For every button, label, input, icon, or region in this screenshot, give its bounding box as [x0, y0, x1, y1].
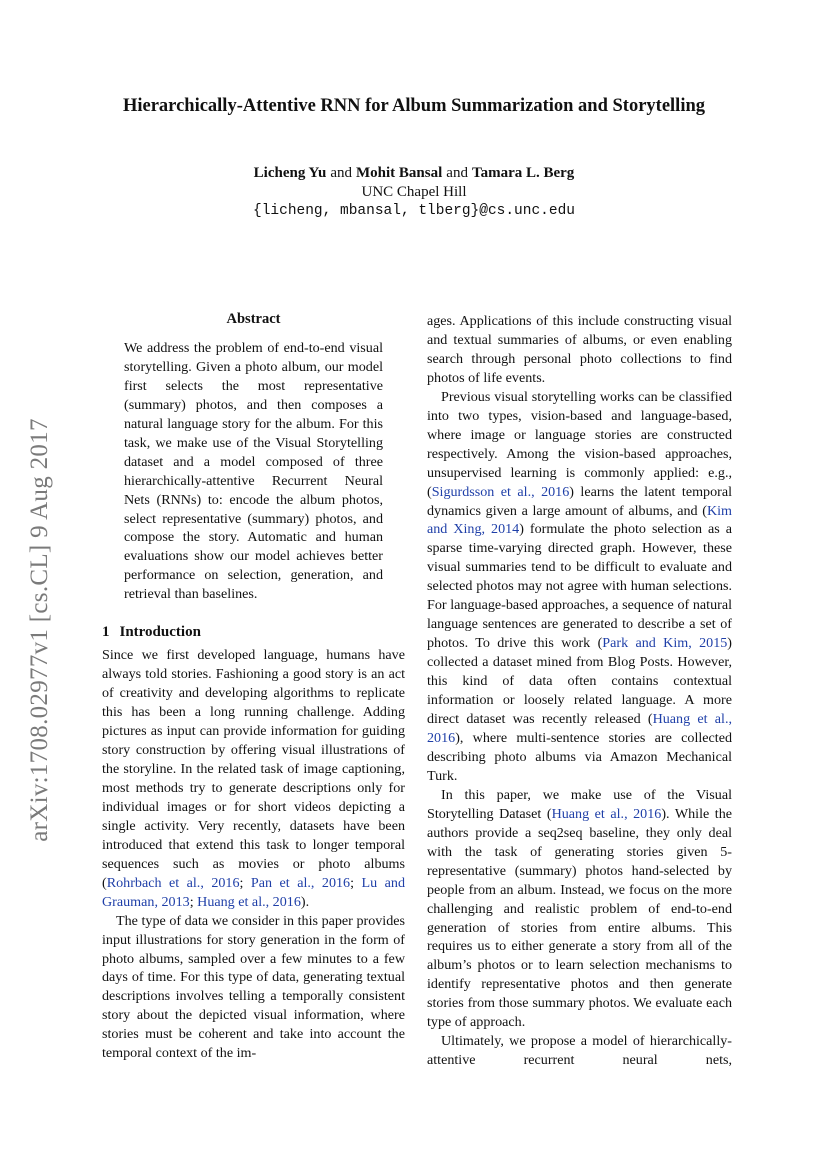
section-title: Introduction: [119, 624, 201, 641]
citation-link[interactable]: Huang et al., 2016: [197, 893, 301, 910]
intro-p4-text-b: ) learns the latent temporal dynamics given a large amount of albums, and (: [427, 483, 732, 519]
citation-link[interactable]: Rohrbach et al., 2016: [106, 874, 240, 891]
abstract-heading: Abstract: [226, 311, 281, 327]
intro-p4-text-d: ) collected a dataset mined from Blog Posts. However, this kind of data often contains contextual information or loosely related language. A more direct dataset was recently released (: [427, 635, 732, 728]
intro-paragraph-3: ages. Applications of this include constructing visual and textual summaries of albums, or even enabling search through personal photo collections to find photos of life events.: [427, 313, 732, 386]
citation-link[interactable]: Huang et al., 2016: [551, 805, 662, 822]
citation-link[interactable]: Kim and Xing, 2014: [427, 502, 732, 538]
author-block: [0, 164, 828, 221]
author-name-1: Licheng Yu: [253, 165, 327, 181]
paper-title: Hierarchically-Attentive RNN for Album Summarization and Storytelling: [122, 96, 706, 116]
author-name-3: Tamara L. Berg: [471, 165, 575, 181]
intro-p5-text-b: ). While the authors provide a seq2seq baseline, they only deal with the task of generating stories given 5-representative (summary) photos hand-selected by people from an album. Instead, we focus on the more challenging and realistic problem of end-to-end generation of stories from entire albums. This requires us to either generate a story from all of the album’s photos or to learn selection mechanisms to identify representative photos and then generate stories from those summary photos. We evaluate each type of approach.: [427, 805, 733, 1031]
intro-p5-text-a: In this paper, we make use of the Visual Storytelling Dataset (: [427, 786, 732, 822]
citation-link[interactable]: Huang et al., 2016: [427, 711, 732, 746]
citation-link[interactable]: Park and Kim, 2015: [602, 635, 728, 652]
intro-p4-text-e: ), where multi-sentence stories are collected describing photo albums via Amazon Mechanical Turk.: [427, 729, 732, 784]
author-and-1: and: [330, 165, 353, 181]
citation-link[interactable]: Pan et al., 2016: [250, 874, 351, 891]
author-email: {licheng, mbansal, tlberg}@cs.unc.edu: [253, 203, 575, 219]
citation-link[interactable]: Sigurdsson et al., 2016: [431, 483, 570, 500]
intro-paragraph-2: The type of data we consider in this paper provides input illustrations for story generation in the form of photo albums, sampled over a few minutes to a few days of time. For this type of data, generating textual descriptions involves telling a temporally consistent story about the depicted visual information, where stories must be coherent and take into account the temporal context of the im-: [102, 912, 405, 1062]
author-and-2: and: [446, 165, 468, 181]
citation-link[interactable]: Lu and Grauman, 2013: [102, 874, 405, 910]
arxiv-side-stamp: [20, 370, 60, 890]
arxiv-id-text: arXiv:1708.02977v1 [cs.CL] 9 Aug 2017: [26, 418, 54, 842]
author-name-2: Mohit Bansal: [356, 165, 443, 181]
right-column: [427, 312, 732, 1070]
intro-p4-text-c: ) formulate the photo selection as a sparse time-varying directed graph. However, these visual summaries tend to be difficult to evaluate and selected photos may not agree with human selections. For language-based approaches, a sequence of natural language sentences are generated to describe a set of photos. To drive this work (: [427, 521, 733, 652]
intro-paragraph-6: Ultimately, we propose a model of hierarchically-attentive recurrent neural nets,: [427, 1033, 732, 1069]
abstract-body: We address the problem of end-to-end visual storytelling. Given a photo album, our model first selects the most representative (summary) photos, and then composes a natural language story for the album. For this task, we make use of the Visual Storytelling dataset and a model composed of three hierarchically-attentive Recurrent Neural Nets (RNNs) to: encode the album photos, select representative (summary) photos, and compose the story. Automatic and human evaluations show our model achieves better performance on selection, generation, and retrieval than baselines.: [124, 339, 383, 603]
intro-paragraph-4: [427, 388, 732, 786]
intro-paragraph-1: Since we first developed language, humans have always told stories. Fashioning a good story is an act of creativity and developing algorithms to replicate this has been a long running challenge. Adding pictures as input can provide information for guiding story construction by offering visual illustrations of the storyline. In the related task of image captioning, most methods try to generate descriptions only for individual images or for short videos depicting a single activity. Very recently, datasets have been introduced that extend this task to longer temporal sequences such as movies or photo albums (Rohrbach et al., 2016; Pan et al., 2016; Lu and Grauman, 2013; Huang et al., 2016).: [102, 647, 405, 910]
author-affiliation: UNC Chapel Hill: [361, 184, 467, 200]
intro-paragraph-5: [427, 786, 732, 1032]
intro-p4-text-a: Previous visual storytelling works can be classified into two types, vision-based and language-based, where image or language stories are constructed respectively. Among the vision-based approaches, unsupervised learning is commonly applied: e.g., (: [427, 388, 732, 500]
left-column: [102, 310, 405, 1063]
section-number: 1: [102, 624, 110, 641]
intro-p1-text: Since we first developed language, humans have always told stories. Fashioning a good story is an act of creativity and developing algorithms to replicate this has been a long running challenge. Adding pictures as input can provide information for guiding story construction by offering visual illustrations of the storyline. In the related task of image captioning, most methods try to generate descriptions only for individual images or for short videos depicting a single activity. Very recently, datasets have been introduced that extend this task to longer temporal sequences such as movies or photo albums (: [102, 647, 405, 891]
section-heading-introduction: [102, 623, 405, 642]
